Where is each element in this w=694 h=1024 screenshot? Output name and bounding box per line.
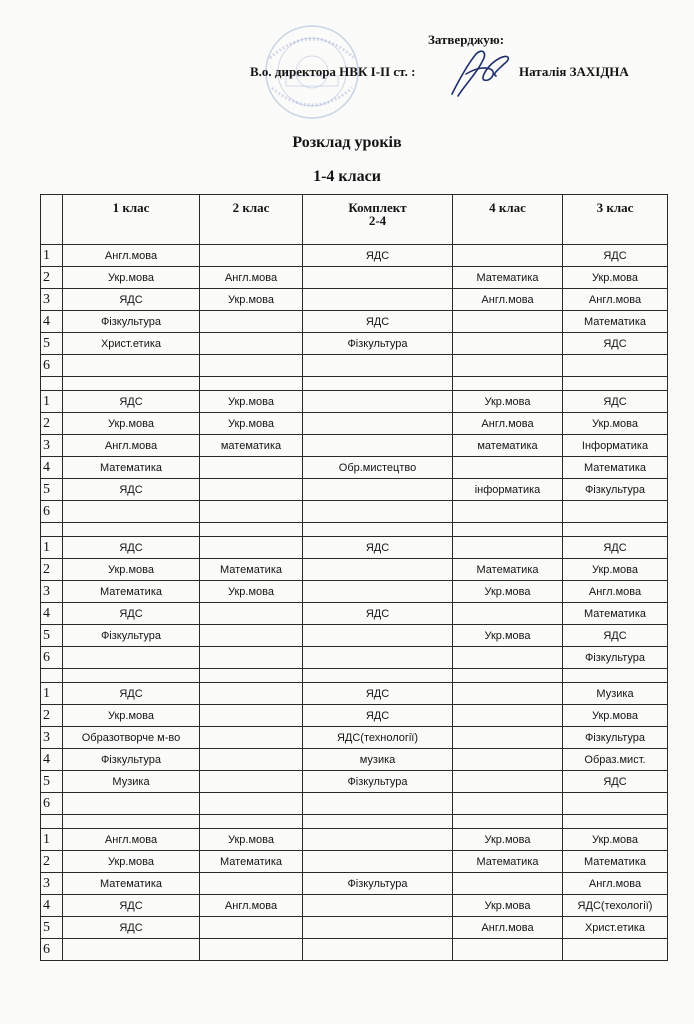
empty-cell (563, 523, 668, 537)
column-header: Комплект 2-4 (303, 195, 453, 245)
lesson-number: 5 (41, 479, 63, 501)
table-row (41, 625, 668, 647)
lesson-cell: Фізкультура (63, 749, 200, 771)
lesson-cell: ЯДС (63, 391, 200, 413)
lesson-cell: Укр.мова (63, 267, 200, 289)
lesson-cell (453, 537, 563, 559)
lesson-cell: Укр.мова (200, 289, 303, 311)
lesson-cell (200, 793, 303, 815)
lesson-cell: ЯДС (63, 289, 200, 311)
empty-cell (63, 523, 200, 537)
lesson-number: 3 (41, 873, 63, 895)
lesson-cell (303, 559, 453, 581)
lesson-cell (453, 749, 563, 771)
lesson-number: 2 (41, 267, 63, 289)
lesson-cell: Укр.мова (200, 581, 303, 603)
lesson-cell: ЯДС (563, 391, 668, 413)
column-header: 2 клас (200, 195, 303, 245)
lesson-number: 1 (41, 245, 63, 267)
lesson-cell: Укр.мова (563, 559, 668, 581)
table-row (41, 939, 668, 961)
table-row (41, 479, 668, 501)
lesson-cell: Фізкультура (303, 333, 453, 355)
lesson-number: 3 (41, 289, 63, 311)
lesson-number: 3 (41, 435, 63, 457)
lesson-cell (563, 939, 668, 961)
lesson-cell: Англ.мова (453, 289, 563, 311)
page-title: Розклад уроків (292, 134, 402, 151)
day-separator-row (41, 815, 668, 829)
schedule-table (40, 194, 668, 961)
lesson-cell: Математика (563, 603, 668, 625)
lesson-number: 6 (41, 501, 63, 523)
table-row (41, 413, 668, 435)
signature-icon (446, 44, 516, 100)
day-separator-row (41, 523, 668, 537)
lesson-cell: Укр.мова (63, 413, 200, 435)
lesson-cell (200, 603, 303, 625)
lesson-number: 2 (41, 705, 63, 727)
lesson-number: 5 (41, 917, 63, 939)
lesson-cell (303, 355, 453, 377)
lesson-cell (303, 939, 453, 961)
approve-title: Затверджую: (428, 32, 505, 47)
lesson-cell: Англ.мова (453, 413, 563, 435)
lesson-cell (563, 501, 668, 523)
lesson-cell: Математика (563, 311, 668, 333)
lesson-cell (453, 873, 563, 895)
lesson-cell (200, 537, 303, 559)
lesson-number: 1 (41, 391, 63, 413)
table-row (41, 895, 668, 917)
lesson-number: 4 (41, 895, 63, 917)
lesson-number: 6 (41, 647, 63, 669)
lesson-cell (63, 501, 200, 523)
column-header (41, 195, 63, 245)
table-row (41, 267, 668, 289)
lesson-cell (453, 705, 563, 727)
lesson-number: 1 (41, 683, 63, 705)
lesson-cell (200, 457, 303, 479)
lesson-cell: Укр.мова (563, 705, 668, 727)
lesson-cell (303, 435, 453, 457)
column-header: 4 клас (453, 195, 563, 245)
empty-cell (453, 377, 563, 391)
lesson-cell: Англ.мова (453, 917, 563, 939)
lesson-cell (453, 333, 563, 355)
empty-cell (41, 523, 63, 537)
lesson-cell: Математика (453, 559, 563, 581)
lesson-cell: Обр.мистецтво (303, 457, 453, 479)
lesson-cell (303, 851, 453, 873)
table-row (41, 771, 668, 793)
lesson-cell (200, 333, 303, 355)
lesson-cell: Образотворче м-во (63, 727, 200, 749)
lesson-cell: Англ.мова (563, 289, 668, 311)
lesson-number: 6 (41, 939, 63, 961)
lesson-cell (63, 647, 200, 669)
lesson-cell: Укр.мова (563, 267, 668, 289)
lesson-cell: Музика (563, 683, 668, 705)
lesson-cell: Укр.мова (453, 391, 563, 413)
lesson-cell: ЯДС (63, 479, 200, 501)
lesson-cell: ЯДС (563, 245, 668, 267)
table-row (41, 851, 668, 873)
lesson-cell (303, 647, 453, 669)
empty-cell (200, 523, 303, 537)
lesson-cell: ЯДС (563, 333, 668, 355)
lesson-cell (303, 479, 453, 501)
day-separator-row (41, 377, 668, 391)
lesson-cell: ЯДС (303, 603, 453, 625)
empty-cell (453, 669, 563, 683)
lesson-cell (200, 245, 303, 267)
lesson-cell (453, 771, 563, 793)
lesson-cell: Математика (563, 851, 668, 873)
lesson-cell: Математика (63, 457, 200, 479)
lesson-cell: ЯДС (63, 917, 200, 939)
table-body (41, 245, 668, 961)
empty-cell (41, 377, 63, 391)
lesson-cell: Христ.етика (63, 333, 200, 355)
lesson-number: 2 (41, 851, 63, 873)
table-row (41, 537, 668, 559)
approve-position: В.о. директора НВК І-ІІ ст. : (250, 64, 416, 79)
table-row (41, 559, 668, 581)
table-row (41, 245, 668, 267)
lesson-number: 4 (41, 457, 63, 479)
lesson-number: 4 (41, 603, 63, 625)
lesson-cell: Укр.мова (563, 413, 668, 435)
lesson-cell: Укр.мова (453, 895, 563, 917)
empty-cell (200, 815, 303, 829)
table-row (41, 333, 668, 355)
empty-cell (563, 815, 668, 829)
lesson-cell: Математика (63, 873, 200, 895)
lesson-cell (200, 939, 303, 961)
empty-cell (563, 669, 668, 683)
lesson-number: 3 (41, 727, 63, 749)
lesson-cell: Англ.мова (63, 245, 200, 267)
approval-block (0, 0, 694, 120)
lesson-cell: ЯДС (303, 245, 453, 267)
lesson-cell: Фізкультура (63, 311, 200, 333)
day-separator-row (41, 669, 668, 683)
lesson-number: 4 (41, 749, 63, 771)
lesson-cell: ЯДС(техології) (563, 895, 668, 917)
lesson-cell: ЯДС(технології) (303, 727, 453, 749)
lesson-cell (563, 355, 668, 377)
empty-cell (303, 377, 453, 391)
lesson-number: 1 (41, 829, 63, 851)
empty-cell (303, 815, 453, 829)
lesson-number: 2 (41, 559, 63, 581)
lesson-cell: Інформатика (563, 435, 668, 457)
table-row (41, 873, 668, 895)
lesson-cell: Математика (200, 559, 303, 581)
lesson-cell: Укр.мова (63, 851, 200, 873)
lesson-cell (200, 311, 303, 333)
lesson-cell (200, 749, 303, 771)
lesson-cell: Укр.мова (200, 413, 303, 435)
lesson-cell (563, 793, 668, 815)
lesson-number: 5 (41, 625, 63, 647)
lesson-cell: ЯДС (63, 603, 200, 625)
table-row (41, 435, 668, 457)
lesson-cell (200, 727, 303, 749)
lesson-cell: Фізкультура (563, 479, 668, 501)
lesson-cell: ЯДС (563, 537, 668, 559)
lesson-cell: Англ.мова (63, 435, 200, 457)
lesson-cell: ЯДС (303, 311, 453, 333)
table-row (41, 727, 668, 749)
lesson-cell: Англ.мова (200, 267, 303, 289)
lesson-cell (63, 355, 200, 377)
column-header: 1 клас (63, 195, 200, 245)
table-row (41, 457, 668, 479)
lesson-cell: ЯДС (303, 705, 453, 727)
table-row (41, 917, 668, 939)
empty-cell (453, 523, 563, 537)
lesson-cell (303, 793, 453, 815)
lesson-cell (453, 603, 563, 625)
lesson-cell (200, 479, 303, 501)
lesson-cell (453, 501, 563, 523)
lesson-cell: ЯДС (63, 895, 200, 917)
lesson-number: 6 (41, 793, 63, 815)
table-row (41, 647, 668, 669)
lesson-cell: Фізкультура (563, 727, 668, 749)
lesson-number: 6 (41, 355, 63, 377)
lesson-cell: Математика (453, 851, 563, 873)
empty-cell (63, 815, 200, 829)
lesson-cell (63, 793, 200, 815)
lesson-cell: Математика (63, 581, 200, 603)
lesson-cell (453, 355, 563, 377)
column-header: 3 клас (563, 195, 668, 245)
lesson-cell (303, 413, 453, 435)
lesson-cell: Музика (63, 771, 200, 793)
lesson-number: 5 (41, 771, 63, 793)
lesson-cell: Фізкультура (303, 873, 453, 895)
lesson-cell (453, 647, 563, 669)
lesson-cell: Математика (200, 851, 303, 873)
lesson-cell (200, 705, 303, 727)
empty-cell (41, 815, 63, 829)
lesson-cell: Укр.мова (453, 625, 563, 647)
lesson-cell (303, 625, 453, 647)
empty-cell (200, 377, 303, 391)
empty-cell (63, 669, 200, 683)
lesson-cell: Англ.мова (563, 581, 668, 603)
table-row (41, 391, 668, 413)
lesson-number: 4 (41, 311, 63, 333)
lesson-cell (303, 895, 453, 917)
lesson-cell (200, 647, 303, 669)
lesson-cell: Фізкультура (563, 647, 668, 669)
page-subtitle: 1-4 класи (313, 168, 381, 185)
lesson-cell: Укр.мова (563, 829, 668, 851)
lesson-cell: ЯДС (63, 537, 200, 559)
lesson-cell (303, 581, 453, 603)
table-row (41, 603, 668, 625)
lesson-cell: ЯДС (303, 537, 453, 559)
lesson-number: 1 (41, 537, 63, 559)
lesson-cell: Англ.мова (63, 829, 200, 851)
lesson-cell: інформатика (453, 479, 563, 501)
table-header-row (41, 195, 668, 245)
lesson-cell (453, 683, 563, 705)
lesson-cell: ЯДС (303, 683, 453, 705)
lesson-cell (200, 501, 303, 523)
lesson-cell (453, 311, 563, 333)
table-row (41, 793, 668, 815)
lesson-cell (200, 625, 303, 647)
lesson-cell: Англ.мова (563, 873, 668, 895)
lesson-cell (453, 727, 563, 749)
lesson-cell: Фізкультура (303, 771, 453, 793)
lesson-cell (200, 917, 303, 939)
lesson-cell: Математика (453, 267, 563, 289)
lesson-cell: музика (303, 749, 453, 771)
table-row (41, 749, 668, 771)
lesson-cell (303, 391, 453, 413)
table-row (41, 501, 668, 523)
table-row (41, 581, 668, 603)
lesson-cell: Укр.мова (63, 705, 200, 727)
table-row (41, 683, 668, 705)
empty-cell (200, 669, 303, 683)
lesson-cell (453, 457, 563, 479)
lesson-cell (453, 793, 563, 815)
lesson-cell: Фізкультура (63, 625, 200, 647)
lesson-cell: Математика (563, 457, 668, 479)
lesson-cell (200, 355, 303, 377)
lesson-cell: математика (200, 435, 303, 457)
lesson-cell (303, 829, 453, 851)
lesson-cell: Англ.мова (200, 895, 303, 917)
empty-cell (303, 669, 453, 683)
approve-name: Наталія ЗАХІДНА (519, 64, 629, 79)
lesson-cell: Укр.мова (63, 559, 200, 581)
lesson-cell: ЯДС (563, 625, 668, 647)
lesson-cell: математика (453, 435, 563, 457)
lesson-cell (63, 939, 200, 961)
empty-cell (453, 815, 563, 829)
lesson-cell (453, 245, 563, 267)
lesson-cell (200, 771, 303, 793)
table-row (41, 705, 668, 727)
empty-cell (563, 377, 668, 391)
table-row (41, 355, 668, 377)
lesson-cell (200, 873, 303, 895)
lesson-cell: Укр.мова (453, 581, 563, 603)
table-row (41, 311, 668, 333)
table-row (41, 289, 668, 311)
lesson-cell (303, 267, 453, 289)
lesson-cell: ЯДС (63, 683, 200, 705)
lesson-number: 2 (41, 413, 63, 435)
empty-cell (303, 523, 453, 537)
lesson-cell (200, 683, 303, 705)
table-row (41, 829, 668, 851)
lesson-cell (453, 939, 563, 961)
lesson-cell: Христ.етика (563, 917, 668, 939)
lesson-cell: Укр.мова (453, 829, 563, 851)
lesson-cell (303, 917, 453, 939)
lesson-number: 3 (41, 581, 63, 603)
empty-cell (63, 377, 200, 391)
lesson-cell: Укр.мова (200, 829, 303, 851)
lesson-cell (303, 501, 453, 523)
lesson-cell (303, 289, 453, 311)
empty-cell (41, 669, 63, 683)
lesson-cell: Укр.мова (200, 391, 303, 413)
lesson-number: 5 (41, 333, 63, 355)
lesson-cell: Образ.мист. (563, 749, 668, 771)
lesson-cell: ЯДС (563, 771, 668, 793)
